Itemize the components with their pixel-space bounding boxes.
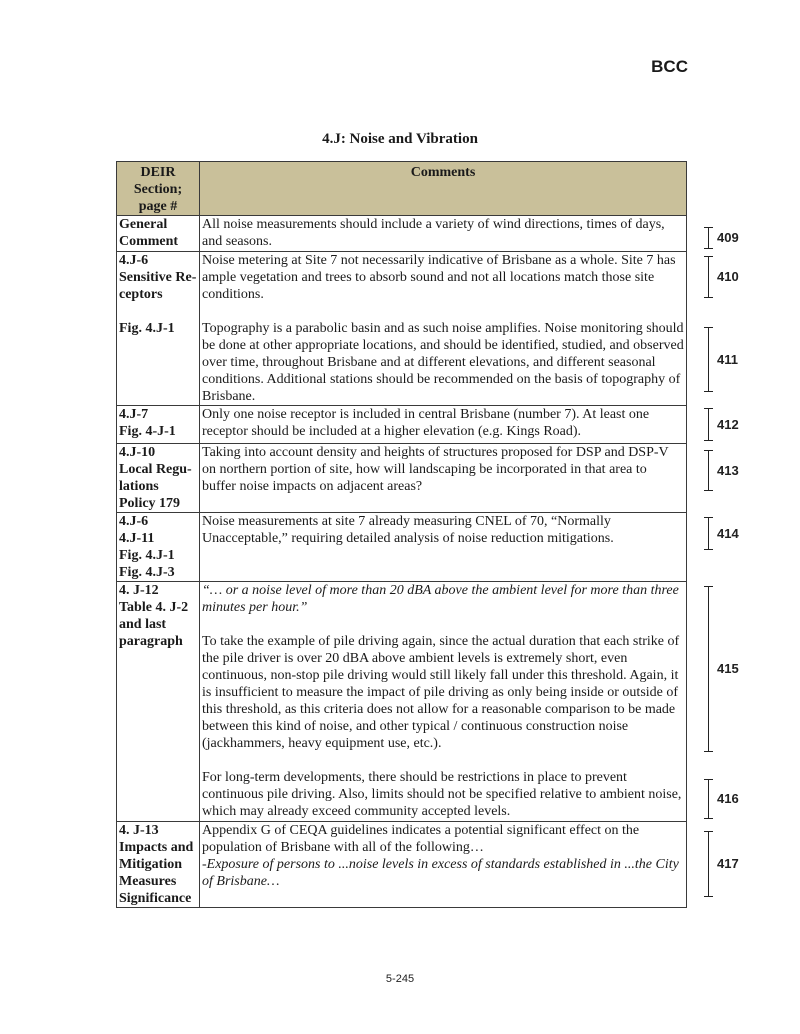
- section-title: 4.J: Noise and Vibration: [322, 131, 478, 147]
- comment-cell: All noise measurements should include a variety of wind directions, times of days, and seasons.: [200, 216, 687, 252]
- quoted-text: -Exposure of persons to ...noise levels in excess of standards established in ...the City of Brisbane…: [202, 857, 679, 889]
- comment-bracket: [708, 227, 717, 249]
- section-cell: 4.J-6 4.J-11 Fig. 4.J-1 Fig. 4.J-3: [117, 513, 200, 582]
- column-header-comments: Comments: [200, 162, 687, 216]
- comment-number-label: 417: [717, 856, 739, 871]
- comment-bracket: [708, 586, 717, 752]
- comment-number-label: 413: [717, 462, 739, 478]
- comment-bracket: [708, 450, 717, 491]
- section-cell: 4. J-13 Impacts and Mitigation Measures Significance: [117, 822, 200, 908]
- comment-number-label: 416: [717, 791, 739, 806]
- comment-number-label: 415: [717, 661, 739, 676]
- comment-number-label: 412: [717, 416, 739, 432]
- comment-bracket: [708, 517, 717, 550]
- comment-bracket: [708, 779, 717, 819]
- comment-number-label: 411: [717, 351, 738, 367]
- comment-cell: Noise measurements at site 7 already measuring CNEL of 70, “Normally Unacceptable,” requiring detailed analysis of noise reduction mitigations.: [200, 513, 687, 582]
- quoted-text: “… or a noise level of more than 20 dBA above the ambient level for more than three minutes per hour.”: [202, 583, 679, 615]
- comment-number-label: 410: [717, 269, 739, 284]
- comment-cell: Taking into account density and heights of structures proposed for DSP and DSP-V on northern portion of site, how will landscaping be incorporated in that area to buffer noise impacts on adjacent areas?: [200, 444, 687, 513]
- comment-bracket: [708, 327, 717, 392]
- table-row: [117, 513, 687, 582]
- table-row: [117, 444, 687, 513]
- table-row: [117, 216, 687, 252]
- section-cell: 4.J-10 Local Regu- lations Policy 179: [117, 444, 200, 513]
- section-cell: 4.J-7 Fig. 4-J-1: [117, 406, 200, 444]
- table-row: [117, 822, 687, 908]
- section-cell: 4.J-6 Sensitive Re- ceptors Fig. 4.J-1: [117, 252, 200, 406]
- comment-bracket: [708, 256, 717, 298]
- comment-cell: Only one noise receptor is included in central Brisbane (number 7). At least one receptor should be included at a higher elevation (e.g. Kings Road).: [200, 406, 687, 444]
- section-cell: General Comment: [117, 216, 200, 252]
- comment-cell: “… or a noise level of more than 20 dBA above the ambient level for more than three minutes per hour.” To take the example of pile driving again, since the actual duration that each strike of the pile driver is over 20 dBA above ambient levels is extremely short, even continuous, non-stop pile driving would still likely fall under this threshold. Again, it is insufficient to measure the impact of pile driving as only being inside or outside of this threshold, as this criteria does not allow for a reasonable comparison to be made between this kind of noise, and other typical / continuous construction noise (jackhammers, heavy equipment use, etc.). For long-term developments, there should be restrictions in place to prevent continuous pile driving. Also, limits should not be specified relative to ambient noise, which may already exceed community accepted levels.: [200, 582, 687, 822]
- table-row: [117, 406, 687, 444]
- section-cell: 4. J-12 Table 4. J-2 and last paragraph: [117, 582, 200, 822]
- column-header-section: DEIR Section; page #: [117, 162, 200, 216]
- table-header-row: [117, 162, 687, 216]
- comment-cell: Noise metering at Site 7 not necessarily indicative of Brisbane as a whole. Site 7 has ample vegetation and trees to absorb sound and not all locations match those site conditions. Topography is a parabolic basin and as such noise amplifies. Noise monitoring should be done at other appropriate locations, and should be identified, studied, and observed over time, throughout Brisbane and at different elevations, and different seasonal conditions. Additional stations should be recommended on the basis of topography of Brisbane.: [200, 252, 687, 406]
- comments-table: [116, 161, 687, 908]
- comment-bracket: [708, 408, 717, 441]
- comment-number-label: 414: [717, 525, 739, 541]
- table-row: [117, 582, 687, 822]
- table-row: [117, 252, 687, 406]
- comment-bracket: [708, 831, 717, 897]
- comment-number-label: 409: [717, 230, 739, 245]
- page-number: 5-245: [385, 973, 415, 985]
- comment-cell: Appendix G of CEQA guidelines indicates a potential significant effect on the population of Brisbane with all of the following… -Exposure of persons to ...noise levels in excess of standards established in ...the City of Brisbane…: [200, 822, 687, 908]
- agency-label: BCC: [651, 57, 688, 76]
